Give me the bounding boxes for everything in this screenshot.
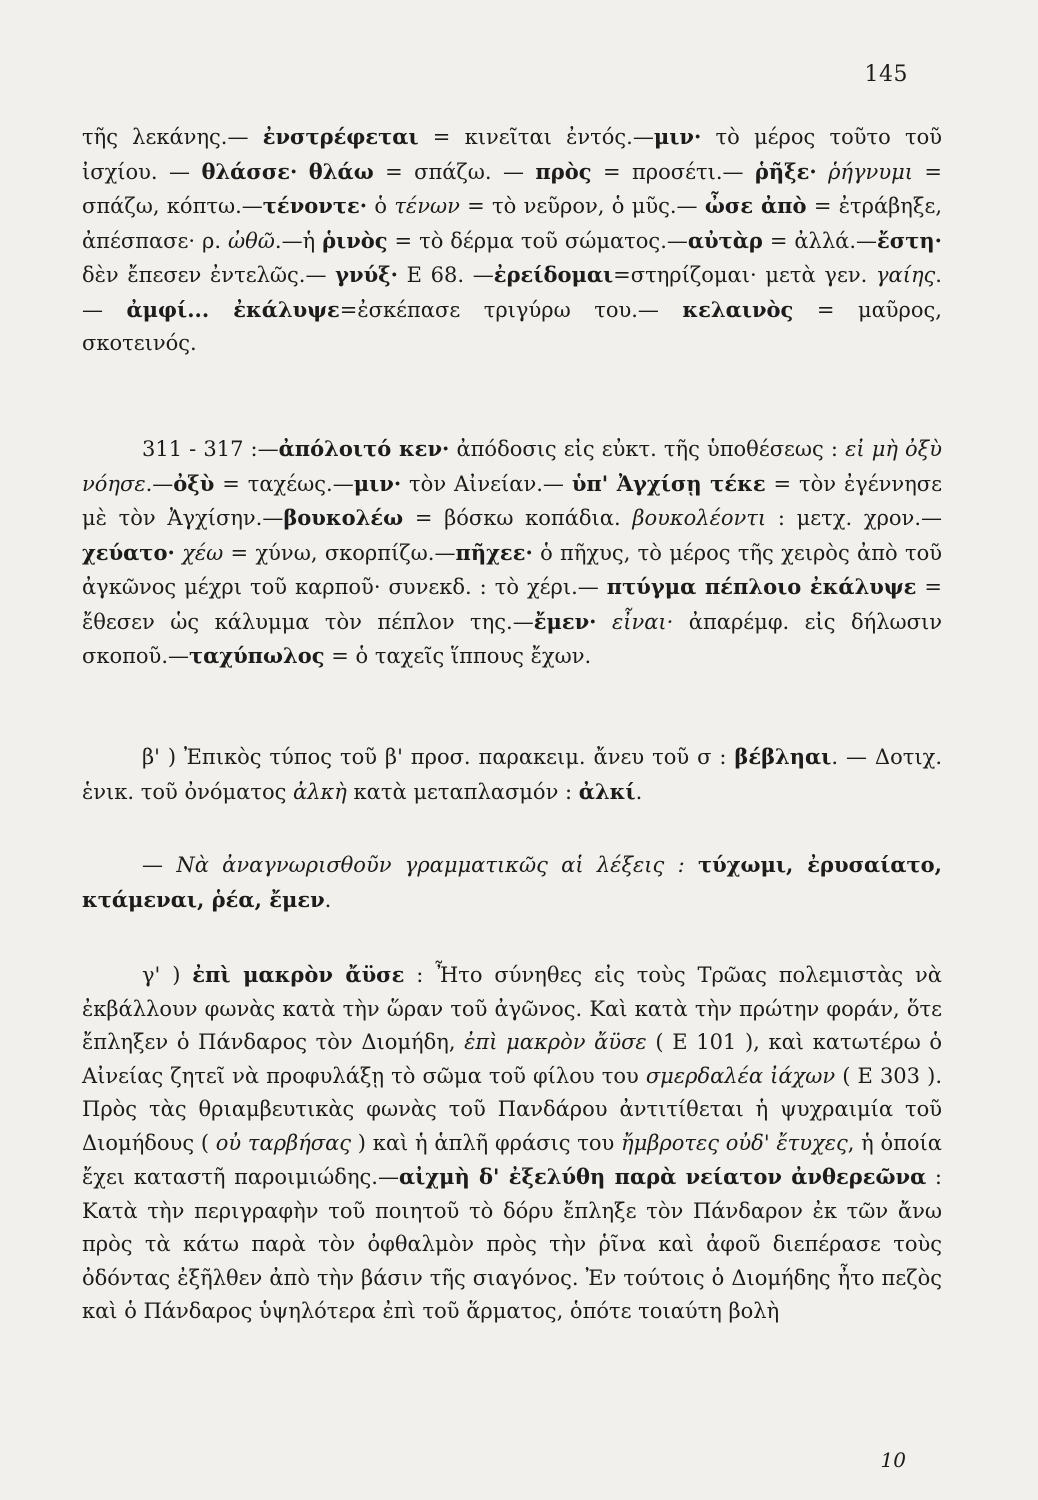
headword: χεύατο· [82, 539, 175, 565]
italic-term: εἶναι· [611, 609, 674, 634]
text-run: Ε 68. — [397, 263, 494, 287]
text-run: ( Ε 303 ). Πρὸς τὰς θριαμβευτικὰς φωνὰς τοῦ Πανδάρου ἀντιτίθεται ἡ ψυχραιμία τοῦ Διομήδους ( [82, 1063, 942, 1155]
text-run: .— [82, 263, 942, 322]
text-run: = τὸ δέρμα τοῦ σώματος.— [387, 228, 688, 253]
paragraph-text [82, 432, 942, 674]
italic-term: βουκολέοντι [632, 506, 767, 530]
headword: θλάω [308, 158, 374, 184]
text-run: ( Ε 101 ), καὶ κατωτέρω ὁ Αἰνείας ζητεῖ νὰ προφυλάξῃ τὸ σῶμα τοῦ φίλου του [82, 1030, 942, 1088]
page-number: 145 [864, 62, 908, 87]
headword: πῆχεε· [455, 539, 533, 565]
paragraph-text [82, 740, 942, 809]
text-run: 311 - 317 :— [142, 437, 279, 461]
headword: ἐρείδομαι [493, 262, 614, 287]
italic-term: ὠθῶ [227, 228, 275, 253]
headword: βουκολέω [283, 505, 404, 530]
text-run: ) καὶ ἡ ἁπλῆ φράσις του [351, 1130, 622, 1155]
headword: τύχωμι, ἐρυσαίατο, κτάμεναι, ῥέα, ἔμεν [82, 852, 942, 912]
text-run: = μαῦρος, σκοτεινός. [82, 297, 942, 355]
headword: μιν· [653, 124, 702, 149]
headword: ἐπὶ μακρὸν ἄϋσε [192, 962, 405, 987]
text-run: = ἔθεσεν ὡς κάλυμμα τὸν πέπλον της.— [82, 575, 942, 634]
text-run: β' ) Ἐπικὸς τύπος τοῦ β' προσ. παρακειμ. ἄνευ τοῦ σ : [142, 745, 735, 769]
text-run: . [324, 887, 332, 912]
text-run [297, 160, 308, 184]
text-run [685, 853, 698, 877]
text-run: ἀπαρέμφ. εἰς δήλωσιν σκοποῦ.— [82, 609, 942, 668]
text-run [597, 610, 612, 634]
text-run: = χύνω, σκορπίζω.— [223, 540, 456, 565]
italic-term: ἤμβροτες οὐδ' ἔτυχες [621, 1130, 848, 1155]
italic-term: ῥήγνυμι [816, 159, 913, 184]
headword: γνύξ· [335, 262, 398, 287]
headword: θλάσσε· [201, 158, 298, 184]
text-run: .— [145, 471, 174, 496]
signature-number: 10 [880, 1448, 906, 1472]
italic-term: χέω [182, 540, 224, 565]
text-run: — [142, 853, 177, 877]
headword: ὑπ' Ἀγχίσῃ τέκε [571, 470, 766, 496]
headword: ῥῆξε· [754, 158, 817, 184]
text-run: = ταχέως.— [214, 471, 354, 496]
italic-term: τένων [394, 194, 460, 218]
text-run: τὸν Αἰνείαν.— [401, 471, 572, 496]
paragraph-text [82, 958, 942, 1329]
text-run: ὁ πῆχυς, τὸ μέρος τῆς χειρὸς ἀπὸ τοῦ ἀγκῶνος μέχρι τοῦ καρποῦ· συνεκδ. : τὸ χέρι.— [82, 540, 942, 599]
headword: μιν· [353, 470, 402, 496]
glossary-paragraph-1 [82, 120, 942, 361]
paragraph-text [82, 848, 942, 917]
text-run: = ὁ ταχεῖς ἵππους ἔχων. [324, 644, 592, 668]
text-run: = βόσκω κοπάδια. [403, 506, 633, 530]
italic-term: σμερδαλέα ἰάχων [645, 1063, 836, 1088]
italic-term: ἐπὶ μακρὸν ἄϋσε [464, 1030, 647, 1054]
headword: ἀμφί... ἐκάλυψε [126, 296, 340, 322]
text-run [175, 541, 182, 565]
text-run: = σπάζω, κόπτω.— [82, 159, 942, 218]
text-run: = κινεῖται ἐντός.— [418, 125, 654, 149]
italic-term: οὐ ταρβήσας [215, 1130, 352, 1155]
text-run: = ἐτράβηξε, ἀπέσπασε· ρ. [82, 194, 943, 253]
glossary-paragraph-2 [82, 432, 942, 674]
headword: πρὸς [535, 158, 592, 184]
text-run: = προσέτι.— [591, 159, 755, 184]
text-run: : Ἦτο σύνηθες εἰς τοὺς Τρῶας πολεμιστὰς νὰ ἐκβάλλουν φωνὰς κατὰ τὴν ὥραν τοῦ ἀγῶνος. Καὶ κατὰ τὴν πρώτην φοράν, ὅτε ἔπληξεν ὁ Πάνδαρος τὸν Διομήδη, [82, 963, 942, 1054]
headword: ἀλκί [578, 778, 636, 804]
headword: ἔστη· [877, 227, 942, 253]
commentary-paragraph [82, 958, 942, 1329]
text-run: = σπάζω. — [373, 159, 536, 184]
text-run: : μετχ. χρον.— [766, 506, 942, 530]
headword: ὦσε ἀπὸ [704, 193, 807, 218]
headword: ἀπόλοιτό κεν· [278, 436, 450, 461]
headword: αὐτὰρ [687, 227, 763, 253]
text-run: = τὸ νεῦρον, ὁ μῦς.— [459, 194, 705, 218]
italic-term: ἀλκὴ [293, 779, 347, 804]
text-run: γ' ) [142, 963, 193, 987]
headword: πτύγμα πέπλοιο ἐκάλυψε [606, 574, 917, 599]
text-run: τῆς λεκάνης.— [82, 125, 263, 149]
headword: αἰχμὴ δ' ἐξελύθη παρὰ νείατον ἀνθερεῶνα [398, 1164, 927, 1189]
headword: ὀξὺ [173, 470, 215, 496]
text-run: : Κατὰ τὴν περιγραφὴν τοῦ ποιητοῦ τὸ δόρυ ἔπληξε τὸν Πάνδαρον ἐκ τῶν ἄνω πρὸς τὰ κάτω παρὰ τὸν ὀφθαλμὸν πρὸς τὴν ῥῖνα καὶ ἀφοῦ διεπέρασε τοὺς ὀδόντας ἐξῆλθεν ἀπὸ τὴν βάσιν τῆς σιαγόνος. Ἐν τούτοις ὁ Διομήδης ἦτο πεζὸς καὶ ὁ Πάνδαρος ὑψηλότερα ἐπὶ τοῦ ἅρματος, ὁπότε τοιαύτη βολὴ [82, 1165, 942, 1323]
headword: κελαινὸς [682, 296, 794, 322]
italic-term: εἰ μὴ ὀξὺ νόησε [82, 437, 942, 496]
text-run: δὲν ἔπεσεν ἐντελῶς.— [82, 263, 336, 287]
headword: ταχύπωλος [189, 643, 325, 668]
headword: ῥινὸς [322, 227, 388, 253]
text-run: =ἐσκέπασε τριγύρω του.— [339, 297, 683, 322]
text-run: . — Δοτιχ. ἑνικ. τοῦ ὀνόματος [82, 745, 942, 804]
paragraph-text [82, 120, 942, 361]
italic-term: γαίης [875, 263, 936, 287]
headword: ἔμεν· [533, 608, 597, 634]
headword: ἐνστρέφεται [262, 124, 419, 149]
text-run: ὁ [367, 194, 395, 218]
text-run: ἀπόδοσις εἰς εὐκτ. τῆς ὑποθέσεως : [449, 437, 846, 461]
headword: βέβληαι [734, 744, 832, 769]
text-run: , ἡ ὁποία ἔχει καταστῆ παροιμιώδης.— [82, 1130, 942, 1189]
exercise-paragraph [82, 848, 942, 917]
text-run: κατὰ μεταπλασμόν : [346, 779, 579, 804]
text-run: = τὸν ἐγέννησε μὲ τὸν Ἀγχίσην.— [82, 471, 942, 530]
headword: τένοντε· [262, 193, 368, 218]
grammar-paragraph [82, 740, 942, 809]
text-run: . [635, 779, 643, 804]
text-run: τὸ μέρος τοῦτο τοῦ ἰσχίου. — [82, 125, 943, 184]
text-run: = ἀλλά.— [762, 228, 878, 253]
text-run: .—ἡ [274, 228, 323, 253]
italic-term: Νὰ ἀναγνωρισθοῦν γραμματικῶς αἱ λέξεις : [176, 853, 685, 877]
text-run: =στηρίζομαι· μετὰ γεν. [613, 263, 876, 287]
